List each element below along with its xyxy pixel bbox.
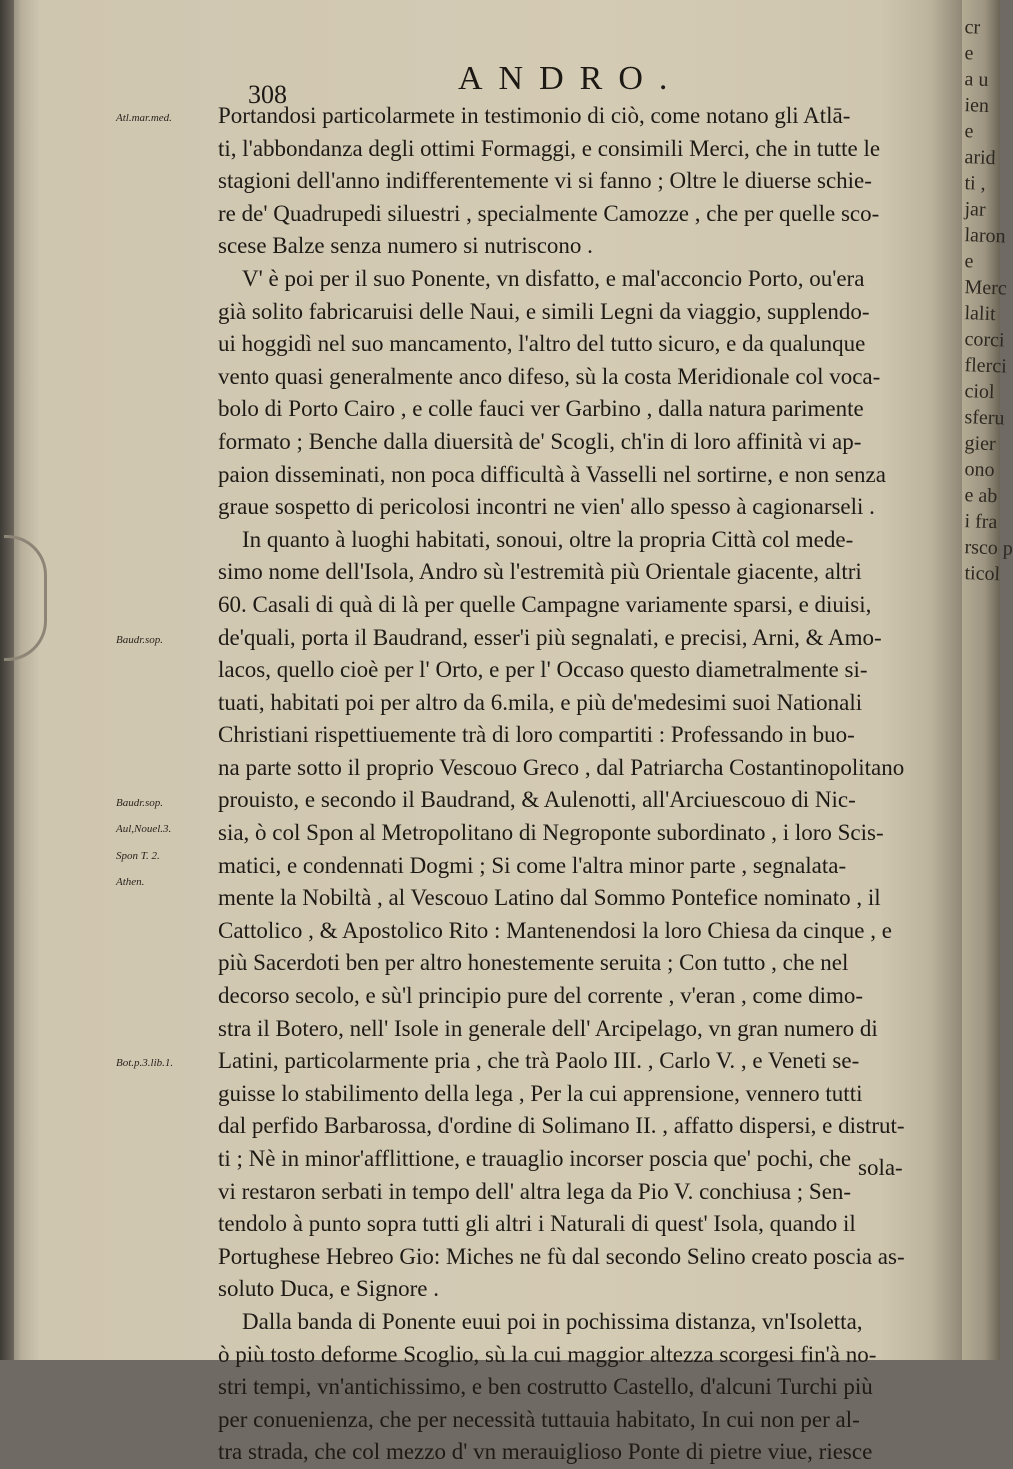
text-line: vi restaron serbati in tempo dell' altra lega da Pio V. conchiusa ; Sen- — [218, 1178, 852, 1204]
text-line: soluto Duca, e Signore . — [218, 1276, 440, 1302]
text-line: Christiani rispettiuemente trà di loro compartiti : Professando in buo- — [218, 722, 855, 748]
margin-note: Baudr.sop. — [116, 796, 164, 809]
facing-page-fragment: arid — [964, 146, 997, 170]
text-line: Dalla banda di Ponente euui poi in pochissima distanza, vn'Isoletta, — [242, 1308, 863, 1334]
text-line: mente la Nobiltà , al Vescouo Latino dal Sommo Pontefice nominato , il — [218, 885, 881, 911]
page-clip — [4, 535, 47, 661]
facing-page-edge — [962, 0, 1013, 1360]
text-line: simo nome dell'Isola, Andro sù l'estremità più Orientale giacente, altri — [218, 559, 862, 585]
catchword: sola- — [858, 1155, 903, 1180]
facing-page-fragment: flerci — [964, 354, 1008, 378]
text-line: In quanto à luoghi habitati, sonoui, oltre la propria Città col mede- — [242, 526, 854, 552]
text-line: formato ; Benche dalla diuersità de' Scogli, ch'in di loro affinità vi ap- — [218, 428, 862, 454]
margin-note: Bot.p.3.lib.1. — [116, 1057, 174, 1070]
text-line: ti, l'abbondanza degli ottimi Formaggi, e consimili Merci, che in tutte le — [218, 135, 881, 161]
margin-note: Spon T. 2. — [116, 849, 160, 862]
facing-page-fragment: ciol — [964, 380, 995, 404]
facing-page-fragment: e — [964, 250, 974, 273]
text-line: per conuenienza, che per necessità tuttauia habitato, In cui non per al- — [218, 1406, 860, 1432]
margin-note: Aul,Nouel.3. — [116, 823, 172, 836]
text-line: decorso secolo, e sù'l principio pure del corrente , v'eran , come dimo- — [218, 983, 864, 1009]
text-line: vento quasi generalmente anco difeso, sù la costa Meridionale col voca- — [218, 363, 881, 389]
text-line: bolo di Porto Cairo , e colle fauci ver Garbino , dalla natura parimente — [218, 396, 864, 422]
facing-page-fragment: Merc — [964, 276, 1008, 300]
text-line: na parte sotto il proprio Vescouo Greco , dal Patriarcha Costantinopolitano — [218, 754, 905, 780]
text-line: Portughese Hebreo Gio: Miches ne fù dal secondo Selino creato poscia as- — [218, 1243, 905, 1269]
text-line: graue sospetto di pericolosi incontri ne vien' allo spesso à cagionarseli . — [218, 494, 875, 520]
text-line: 60. Casali di quà di là per quelle Campagne variamente sparsi, e diuisi, — [218, 591, 872, 617]
text-line: guisse lo stabilimento della lega , Per la cui apprensione, vennero tutti — [218, 1080, 863, 1106]
facing-page-fragment: ticol — [964, 562, 1001, 586]
text-line: dal perfido Barbarossa, d'ordine di Solimano II. , affatto dispersi, e distrut- — [218, 1113, 905, 1139]
facing-page-fragment: jar — [964, 198, 987, 221]
facing-page-fragment: cr — [964, 16, 981, 39]
text-line: matici, e condennati Dogmi ; Si come l'altra minor parte , segnalata- — [218, 852, 847, 878]
margin-note: Atl.mar.med. — [116, 112, 172, 124]
facing-page-fragment: ien — [964, 94, 990, 117]
facing-page-fragment: e ab — [964, 484, 998, 508]
text-line: tra strada, che col mezzo d' vn merauiglioso Ponte di pietre viue, riesce — [218, 1439, 873, 1465]
text-line: stagioni dell'anno indifferentemente vi si fanno ; Oltre le diuerse schie- — [218, 168, 872, 194]
page-header — [248, 60, 938, 109]
margin-note: Baudr.sop. — [116, 633, 164, 646]
facing-page-fragment: sferu — [964, 406, 1005, 430]
text-line: ò più tosto deforme Scoglio, sù la cui maggior altezza scorgesi fin'à no- — [218, 1341, 877, 1367]
text-line: Portandosi particolarmete in testimonio di ciò, come notano gli Atlā- — [218, 103, 851, 128]
page-number: 308 — [248, 80, 287, 109]
facing-page-fragment: ono — [964, 458, 995, 482]
text-line: più Sacerdoti ben per altro honestemente seruita ; Con tutto , che nel — [218, 950, 849, 976]
text-line: Cattolico , & Apostolico Rito : Mantenendosi la loro Chiesa da cinque , e — [218, 917, 892, 943]
facing-page-fragment: a u — [964, 68, 989, 91]
text-line: stri tempi, vn'antichissimo, e ben costrutto Castello, d'alcuni Turchi più — [218, 1374, 873, 1400]
facing-page-fragment: corci — [964, 328, 1005, 352]
text-line: V' è poi per il suo Ponente, vn disfatto, e mal'acconcio Porto, ou'era — [242, 265, 865, 291]
text-line: prouisto, e secondo il Baudrand, & Aulenotti, all'Arciuescouo di Nic- — [218, 787, 856, 813]
text-line: già solito fabricaruisi delle Naui, e simili Legni da viaggio, supplendo- — [218, 298, 870, 324]
text-line: re de' Quadrupedi siluestri , specialmente Camozze , che per quelle sco- — [218, 200, 880, 226]
text-line: Latini, particolarmente pria , che trà Paolo III. , Carlo V. , e Veneti se- — [218, 1048, 860, 1074]
facing-page-fragment: gier — [964, 432, 997, 456]
facing-page-fragment: lalit — [964, 302, 997, 326]
facing-page-fragment: rsco p — [964, 536, 1013, 560]
body-text — [218, 100, 938, 1469]
facing-page-fragment: ti , — [964, 172, 987, 195]
facing-page-fragment: e — [964, 42, 974, 65]
facing-page-fragment: laron — [964, 224, 1006, 248]
text-line: sia, ò col Spon al Metropolitano di Negroponte subordinato , i loro Scis- — [218, 820, 884, 846]
text-line: paion disseminati, non poca difficultà à Vasselli nel sortirne, e non senza — [218, 461, 886, 487]
text-line: stra il Botero, nell' Isole in generale dell' Arcipelago, vn gran numero di — [218, 1015, 878, 1041]
facing-page-fragment: i fra — [964, 510, 998, 534]
text-line: tendolo à punto sopra tutti gli altri i Naturali di quest' Isola, quando il — [218, 1211, 856, 1237]
text-line: tuati, habitati poi per altro da 6.mila, e più de'medesimi suoi Nationali — [218, 689, 863, 715]
facing-page-fragment: e — [964, 120, 974, 143]
text-line: scese Balze senza numero si nutriscono . — [218, 233, 593, 259]
text-line: de'quali, porta il Baudrand, esser'i più segnalati, e precisi, Arni, & Amo- — [218, 624, 882, 650]
binding-gutter — [0, 0, 14, 1360]
text-line: ti ; Nè in minor'afflittione, e trauaglio incorser poscia que' pochi, che — [218, 1146, 852, 1171]
text-line: ui hoggidì nel suo mancamento, l'altro del tutto sicuro, e da qualunque — [218, 331, 866, 357]
margin-note: Athen. — [116, 876, 145, 889]
running-head: ANDRO. — [458, 60, 684, 97]
text-line: lacos, quello cioè per l' Orto, e per l' Occaso questo diametralmente si- — [218, 657, 868, 683]
